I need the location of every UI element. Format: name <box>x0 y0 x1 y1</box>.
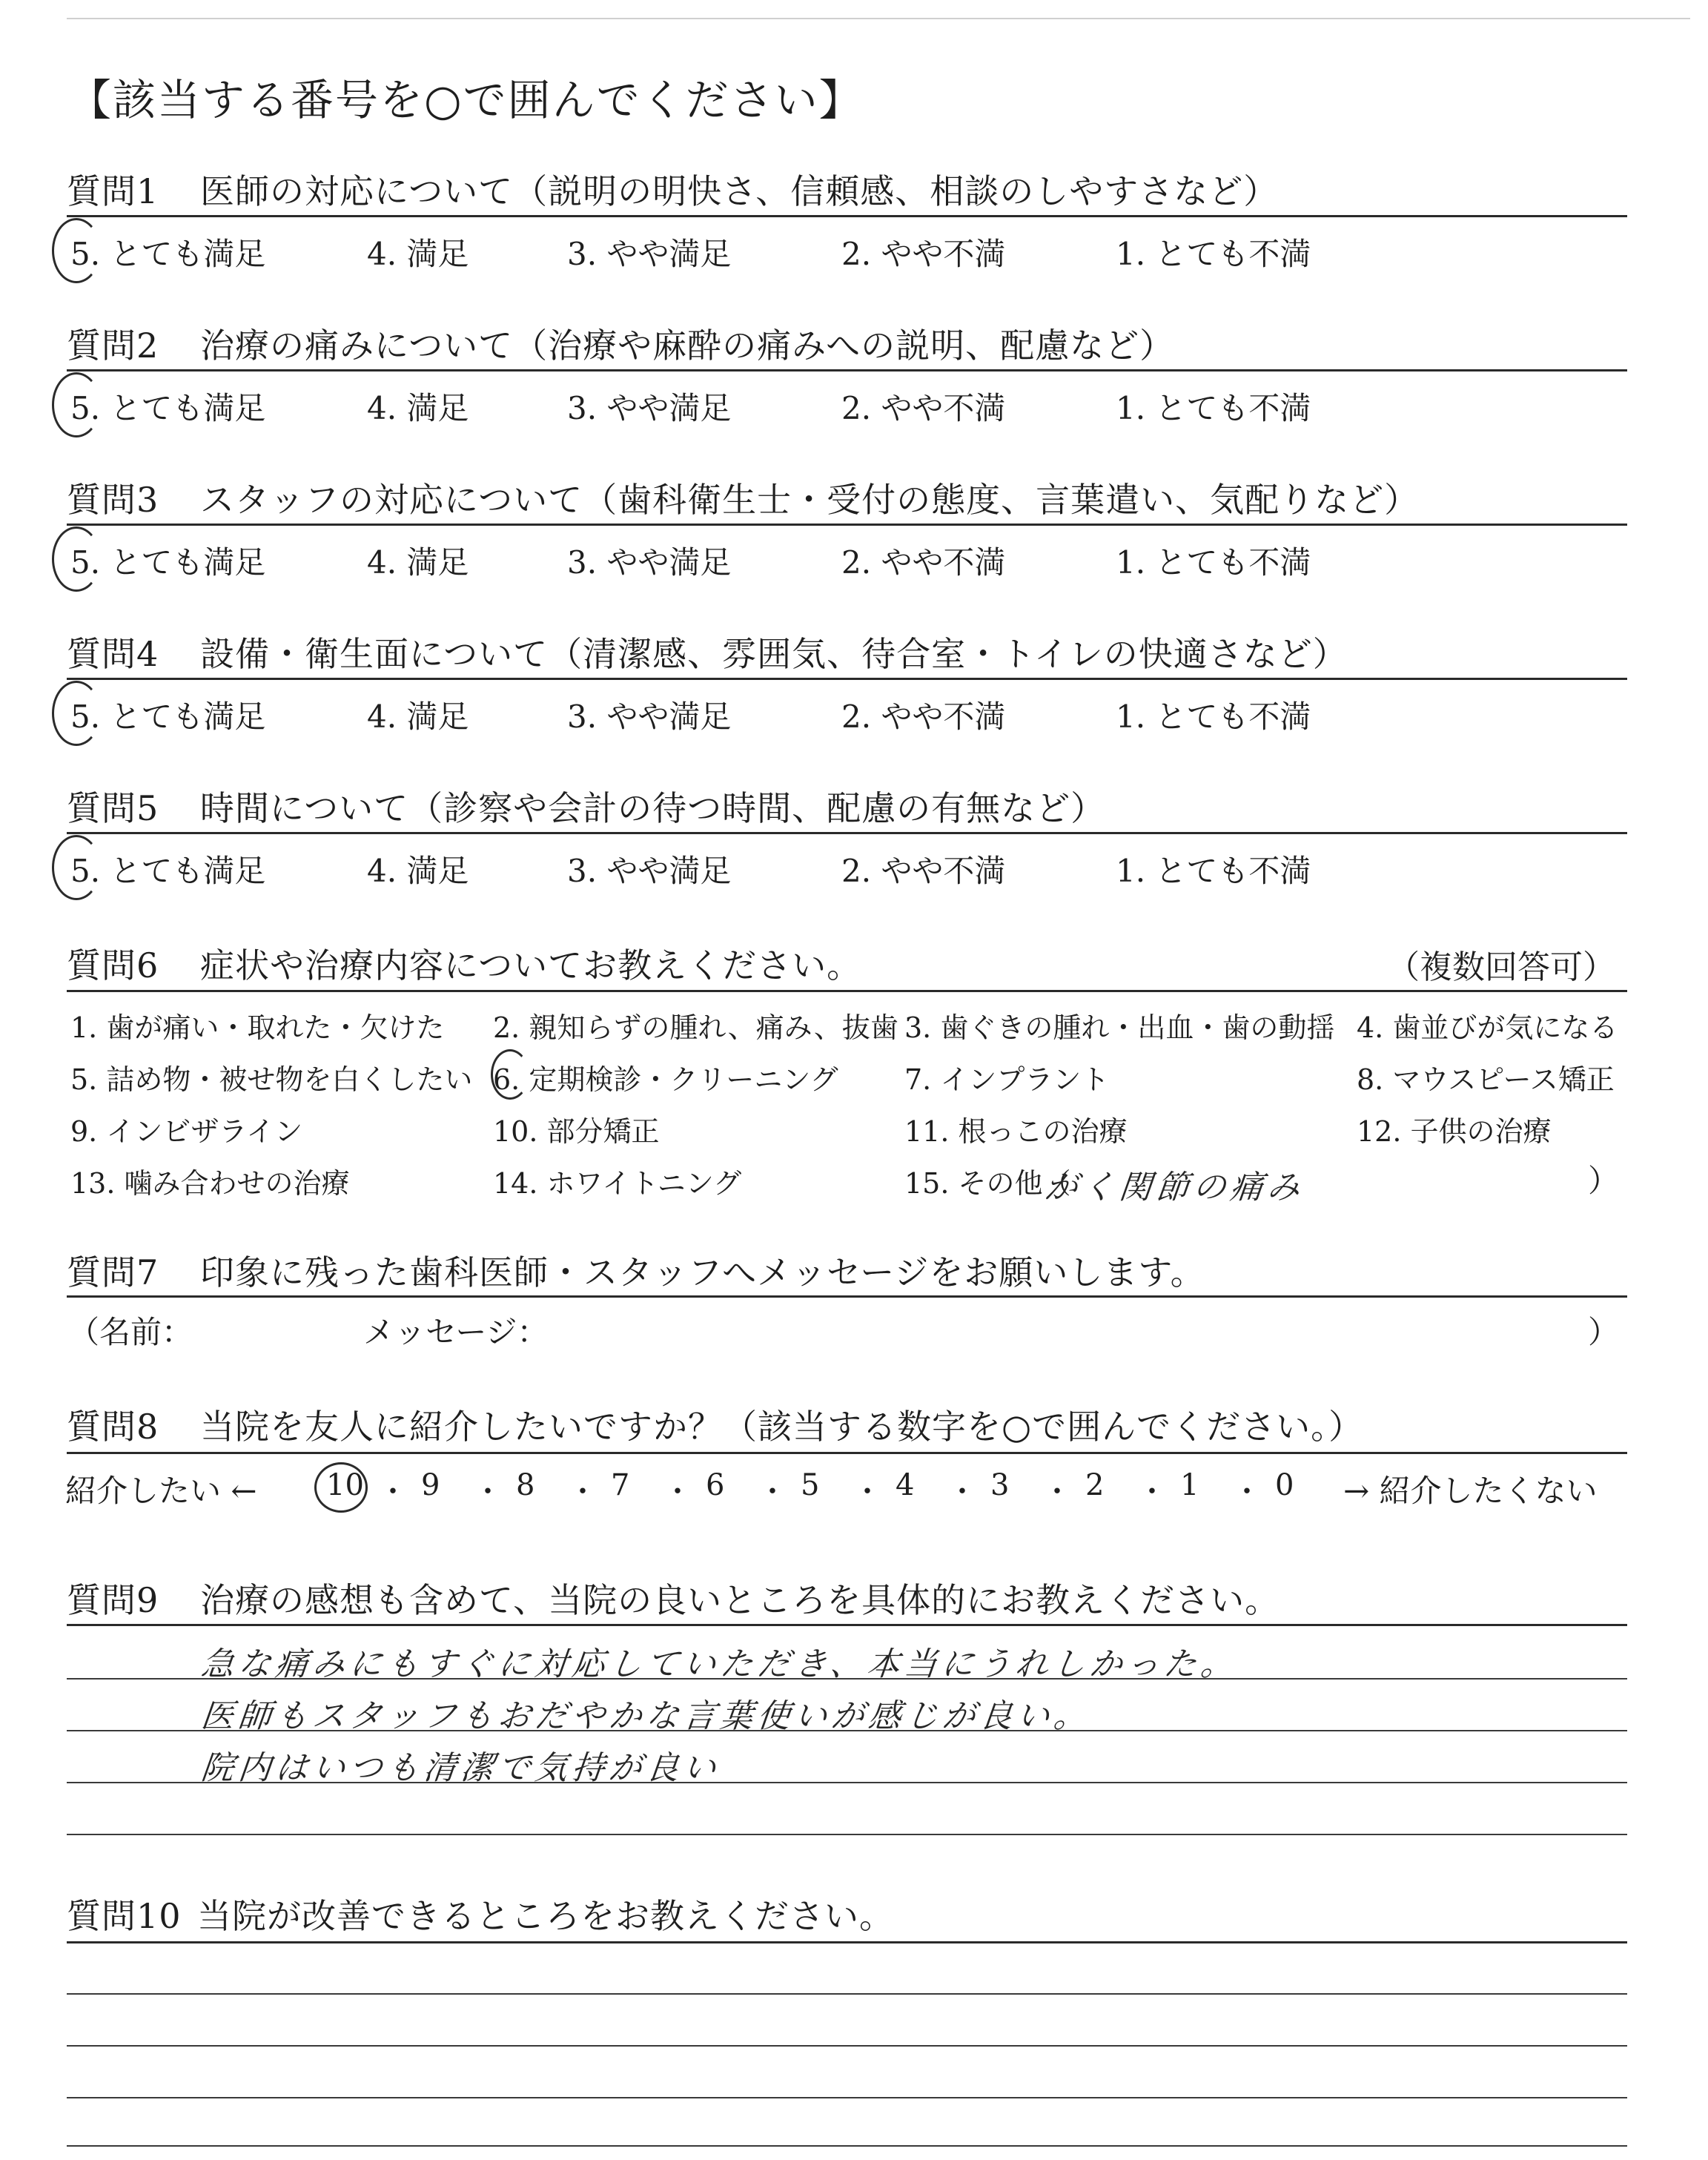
q3-rule <box>67 524 1627 526</box>
q1-number: 質問1 <box>67 171 159 211</box>
q1-option-1[interactable]: 1. とても不満 <box>1116 236 1311 272</box>
q1-selection-circle[interactable] <box>52 218 101 283</box>
q2-option-1[interactable]: 1. とても不満 <box>1116 390 1311 426</box>
q6-other-close: ） <box>1587 1163 1619 1199</box>
q8-scale-separator: ・ <box>1042 1475 1072 1509</box>
q10-line-3 <box>67 2097 1627 2098</box>
q5-option-5[interactable]: 5. とても満足 <box>70 853 266 889</box>
q5-number: 質問5 <box>67 788 159 828</box>
q3-option-5[interactable]: 5. とても満足 <box>70 544 266 581</box>
q4-option-1[interactable]: 1. とても不満 <box>1116 698 1311 735</box>
q8-scale-6[interactable]: 6 <box>706 1468 725 1502</box>
q5-option-2[interactable]: 2. やや不満 <box>841 853 1006 889</box>
q3-selection-circle[interactable] <box>52 526 101 592</box>
q6-selection-circle[interactable] <box>491 1049 529 1100</box>
q2-number: 質問2 <box>67 326 159 366</box>
q10-rule <box>67 1941 1627 1943</box>
q8-selection-circle[interactable] <box>314 1462 368 1513</box>
q5-title <box>67 782 1105 830</box>
q7-rule <box>67 1295 1627 1298</box>
q8-scale-separator: ・ <box>568 1475 598 1509</box>
q6-number: 質問6 <box>67 945 159 985</box>
q10-line-1 <box>67 1993 1627 1995</box>
q7-title <box>67 1246 1205 1295</box>
q10-line-2 <box>67 2045 1627 2047</box>
q9-number: 質問9 <box>67 1580 159 1620</box>
q9-answer-line-2: 医師もスタッフもおだやかな言葉使いが感じが良い。 <box>199 1697 1093 1735</box>
q6-option-7[interactable]: 7. インプラント <box>904 1063 1110 1096</box>
q2-option-4[interactable]: 4. 満足 <box>367 390 469 426</box>
q5-text: 時間について（診察や会計の待つ時間、配慮の有無など） <box>200 788 1106 828</box>
q4-selection-circle[interactable] <box>52 681 101 746</box>
q2-title <box>67 319 1174 368</box>
q2-selection-circle[interactable] <box>52 372 101 437</box>
q8-scale-8[interactable]: 8 <box>516 1468 535 1502</box>
q8-scale-3[interactable]: 3 <box>990 1468 1010 1502</box>
q8-text: 当院を友人に紹介したいですか？（該当する数字を○で囲んでください。） <box>200 1407 1364 1447</box>
q7-close: ） <box>1587 1314 1619 1350</box>
q5-rule <box>67 832 1627 834</box>
q9-answer-line-3: 院内はいつも清潔で気持が良い <box>199 1749 723 1787</box>
q8-right-label: → 紹介したくない <box>1343 1473 1598 1509</box>
q8-scale-separator: ・ <box>1137 1475 1167 1509</box>
q6-option-15[interactable]: 15. その他（ <box>904 1167 1071 1200</box>
q4-option-4[interactable]: 4. 満足 <box>367 698 469 735</box>
q6-option-12[interactable]: 12. 子供の治療 <box>1357 1115 1552 1148</box>
q3-option-2[interactable]: 2. やや不満 <box>841 544 1006 581</box>
q8-scale-10[interactable]: 10 <box>326 1468 364 1502</box>
q6-option-6[interactable]: 6. 定期検診・クリーニング <box>493 1063 838 1096</box>
q7-text: 印象に残った歯科医師・スタッフへメッセージをお願いします。 <box>200 1252 1205 1292</box>
q8-scale-0[interactable]: 0 <box>1275 1468 1294 1502</box>
q4-rule <box>67 678 1627 680</box>
q7-message-label: メッセージ： <box>363 1314 549 1350</box>
q1-text: 医師の対応について（説明の明快さ、信頼感、相談のしやすさなど） <box>200 171 1279 211</box>
q6-other-handwritten: がく関節の痛み <box>1042 1169 1307 1206</box>
q3-title <box>67 473 1419 522</box>
q8-title <box>67 1400 1363 1449</box>
q8-scale-separator: ・ <box>378 1475 408 1509</box>
q8-scale-7[interactable]: 7 <box>611 1468 630 1502</box>
q10-text: 当院が改善できるところをお教えください。 <box>197 1896 894 1936</box>
q6-option-3[interactable]: 3. 歯ぐきの腫れ・出血・歯の動揺 <box>904 1011 1335 1044</box>
q10-line-4 <box>67 2145 1627 2147</box>
q4-title <box>67 627 1348 676</box>
instruction-header: 【該当する番号を○で囲んでください】 <box>68 75 864 125</box>
q4-option-3[interactable]: 3. やや満足 <box>567 698 732 735</box>
q6-text: 症状や治療内容についてお教えください。 <box>200 945 862 985</box>
q2-text: 治療の痛みについて（治療や麻酔の痛みへの説明、配慮など） <box>200 326 1175 366</box>
top-border <box>67 18 1690 19</box>
q4-text: 設備・衛生面について（清潔感、雰囲気、待合室・トイレの快適さなど） <box>200 634 1348 674</box>
q8-scale-separator: ・ <box>853 1475 882 1509</box>
q8-scale-4[interactable]: 4 <box>896 1468 915 1502</box>
q1-rule <box>67 215 1627 217</box>
q3-text: スタッフの対応について（歯科衛生士・受付の態度、言葉遣い、気配りなど） <box>200 480 1420 520</box>
q6-option-1[interactable]: 1. 歯が痛い・取れた・欠けた <box>70 1011 445 1044</box>
q4-option-2[interactable]: 2. やや不満 <box>841 698 1006 735</box>
q1-option-2[interactable]: 2. やや不満 <box>841 236 1006 272</box>
q1-title <box>67 165 1278 214</box>
q9-line-4 <box>67 1834 1627 1835</box>
q10-number: 質問10 <box>67 1896 182 1936</box>
q1-option-5[interactable]: 5. とても満足 <box>70 236 266 272</box>
q3-option-4[interactable]: 4. 満足 <box>367 544 469 581</box>
q9-answer-line-1: 急な痛みにもすぐに対応していただき、本当にうれしかった。 <box>199 1645 1240 1683</box>
q8-scale-9[interactable]: 9 <box>421 1468 440 1502</box>
q7-number: 質問7 <box>67 1252 159 1292</box>
q8-scale-2[interactable]: 2 <box>1085 1468 1105 1502</box>
q3-number: 質問3 <box>67 480 159 520</box>
q2-rule <box>67 369 1627 371</box>
q6-option-14[interactable]: 14. ホワイトニング <box>493 1167 742 1200</box>
q5-selection-circle[interactable] <box>52 835 101 900</box>
q9-text: 治療の感想も含めて、当院の良いところを具体的にお教えください。 <box>200 1580 1280 1620</box>
q8-scale-5[interactable]: 5 <box>801 1468 820 1502</box>
q8-scale-separator: ・ <box>663 1475 692 1509</box>
q6-title <box>67 939 861 988</box>
q6-option-13[interactable]: 13. 噛み合わせの治療 <box>70 1167 350 1200</box>
q8-left-label: 紹介したい ← <box>65 1473 257 1509</box>
q7-name-label: （名前： <box>68 1314 193 1350</box>
q8-scale-1[interactable]: 1 <box>1180 1468 1199 1502</box>
q8-scale-separator: ・ <box>1232 1475 1262 1509</box>
q5-option-4[interactable]: 4. 満足 <box>367 853 469 889</box>
q6-multi-note: （複数回答可） <box>1387 948 1615 986</box>
q8-scale-separator: ・ <box>947 1475 977 1509</box>
q6-option-2[interactable]: 2. 親知らずの腫れ、痛み、抜歯 <box>493 1011 898 1044</box>
q8-scale-separator: ・ <box>473 1475 503 1509</box>
q5-option-1[interactable]: 1. とても不満 <box>1116 853 1311 889</box>
q6-option-9[interactable]: 9. インビザライン <box>70 1115 303 1148</box>
q1-option-4[interactable]: 4. 満足 <box>367 236 469 272</box>
q6-option-4[interactable]: 4. 歯並びが気になる <box>1357 1011 1618 1044</box>
q1-option-3[interactable]: 3. やや満足 <box>567 236 732 272</box>
q6-option-11[interactable]: 11. 根っこの治療 <box>904 1115 1128 1148</box>
q4-option-5[interactable]: 5. とても満足 <box>70 698 266 735</box>
q6-option-5[interactable]: 5. 詰め物・被せ物を白くしたい <box>70 1063 473 1096</box>
q4-number: 質問4 <box>67 634 159 674</box>
q8-rule <box>67 1452 1627 1454</box>
q3-option-1[interactable]: 1. とても不満 <box>1116 544 1311 581</box>
q8-number: 質問8 <box>67 1407 159 1447</box>
q9-title <box>67 1573 1280 1622</box>
q6-option-8[interactable]: 8. マウスピース矯正 <box>1357 1063 1615 1096</box>
q5-option-3[interactable]: 3. やや満足 <box>567 853 732 889</box>
q10-title <box>67 1889 894 1938</box>
q3-option-3[interactable]: 3. やや満足 <box>567 544 732 581</box>
q9-rule <box>67 1624 1627 1626</box>
q6-rule <box>67 990 1627 992</box>
q2-option-3[interactable]: 3. やや満足 <box>567 390 732 426</box>
q6-option-10[interactable]: 10. 部分矯正 <box>493 1115 660 1148</box>
q8-scale-separator: ・ <box>758 1475 787 1509</box>
q2-option-2[interactable]: 2. やや不満 <box>841 390 1006 426</box>
q2-option-5[interactable]: 5. とても満足 <box>70 390 266 426</box>
